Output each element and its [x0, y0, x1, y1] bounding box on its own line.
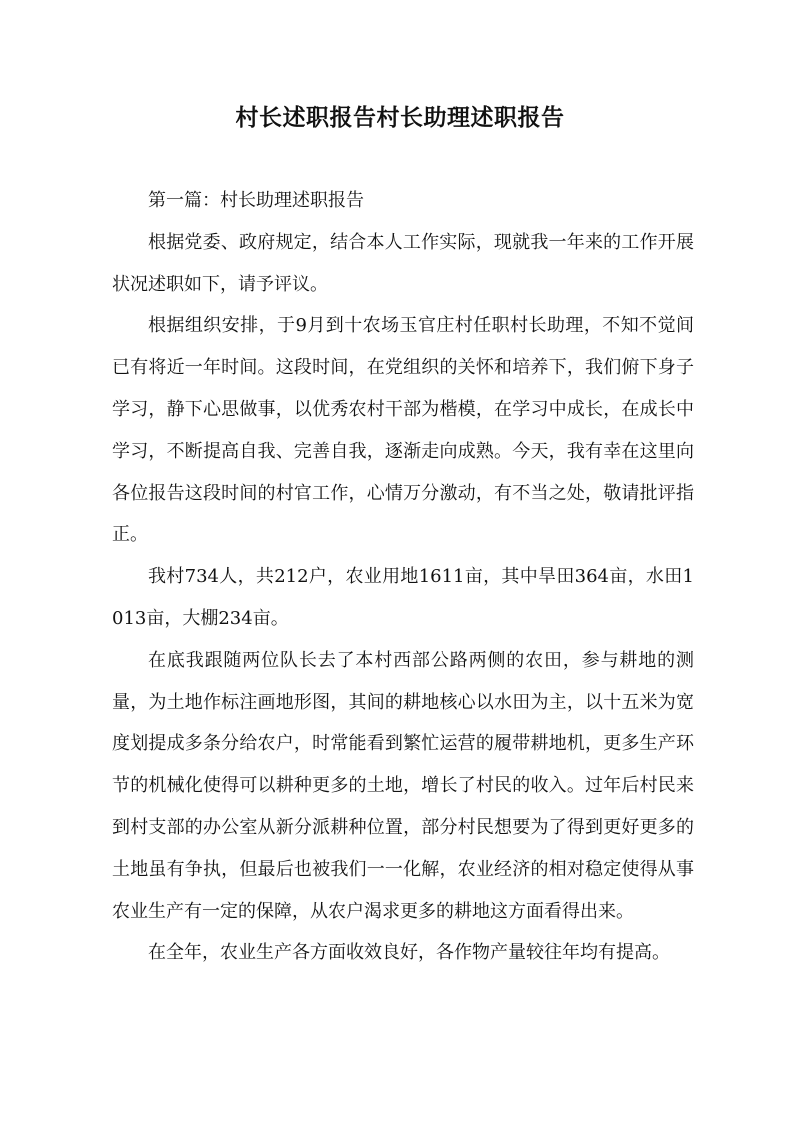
paragraph: 根据党委、政府规定，结合本人工作实际，现就我一年来的工作开展状况述职如下，请予评议。: [112, 231, 694, 295]
paragraph: 在全年，农业生产各方面收效良好，各作物产量较往年均有提高。: [148, 942, 670, 964]
paragraph: 我村734人，共212户，农业用地1611亩，其中旱田364亩，水田1013亩，大棚234亩。: [112, 566, 694, 629]
section-heading: 第一篇：村长助理述职报告: [148, 190, 364, 211]
paragraph: 根据组织安排，于9月到十农场玉官庄村任职村长助理，不知不觉间已有将近一年时间。这段时间，在党组织的关怀和培养下，我们俯下身子学习，静下心思做事，以优秀农村干部为楷模，在学习中成长，在成长中学习，不断提高自我、完善自我，逐渐走向成熟。今天，我有幸在这里向各位报告这段时间的村官工作，心情万分激动，有不当之处，敬请批评指正。: [112, 315, 694, 546]
document-title: 村长述职报告村长助理述职报告: [235, 104, 565, 131]
paragraph: 在底我跟随两位队长去了本村西部公路两侧的农田，参与耕地的测量，为土地作标注画地形图，其间的耕地核心以水田为主，以十五米为宽度划提成多条分给农户，时常能看到繁忙运营的履带耕地机，更多生产环节的机械化使得可以耕种更多的土地，增长了村民的收入。过年后村民来到村支部的办公室从新分派耕种位置，部分村民想要为了得到更好更多的土地虽有争执，但最后也被我们一一化解，农业经济的相对稳定使得从事农业生产有一定的保障，从农户渴求更多的耕地这方面看得出来。: [112, 649, 694, 922]
document-body: [112, 180, 694, 974]
